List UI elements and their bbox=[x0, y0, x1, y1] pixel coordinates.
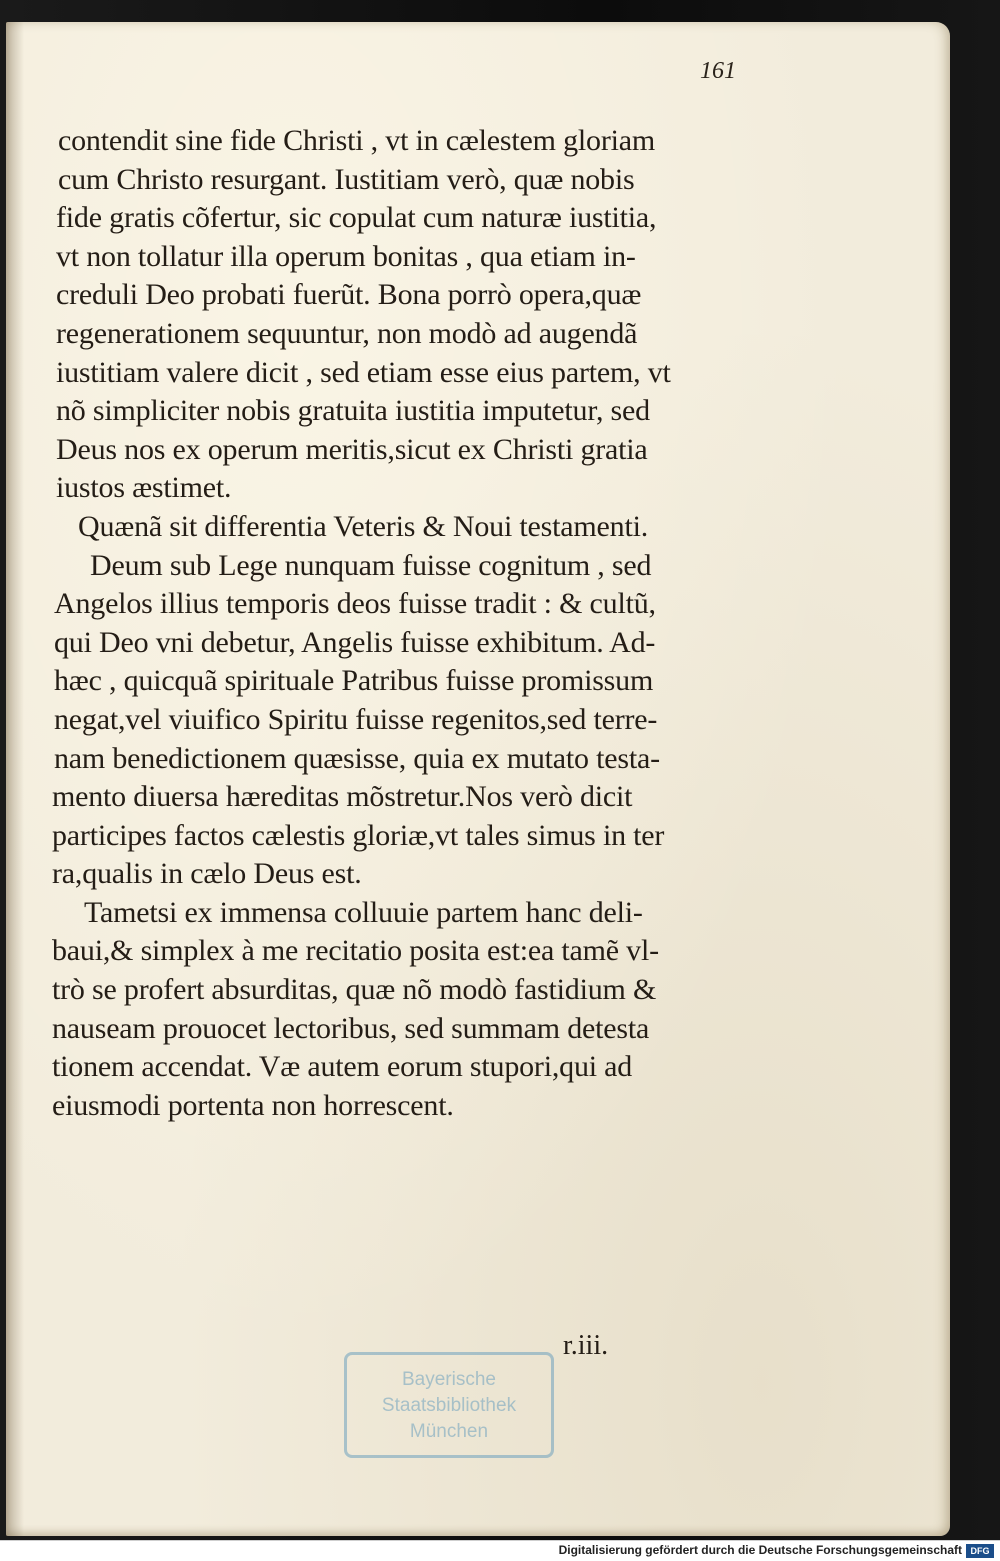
footer-credit: Digitalisierung gefördert durch die Deutsche Forschungsgemeinschaft bbox=[558, 1543, 962, 1557]
text-line: mento diuersa hæreditas mõstretur.Nos verò dicit bbox=[52, 780, 633, 814]
spine-shadow bbox=[6, 22, 24, 1536]
text-line: Tametsi ex immensa colluuie partem hanc deli- bbox=[84, 895, 643, 929]
text-line: qui Deo vni debetur, Angelis fuisse exhibitum. Ad- bbox=[54, 625, 656, 659]
text-line: ra,qualis in cælo Deus est. bbox=[52, 857, 362, 891]
page-body-text bbox=[52, 122, 722, 1125]
signature-mark: r.iii. bbox=[563, 1330, 609, 1361]
text-line: iustos æstimet. bbox=[56, 471, 232, 505]
text-line: Deum sub Lege nunquam fuisse cognitum , sed bbox=[90, 548, 652, 582]
stamp-line: Staatsbibliothek bbox=[381, 1395, 517, 1416]
text-line: fide gratis cõfertur, sic copulat cum naturæ iustitia, bbox=[56, 201, 657, 235]
text-line: regenerationem sequuntur, non modò ad augendã bbox=[56, 316, 638, 350]
text-line: trò se profert absurditas, quæ nõ modò fastidium & bbox=[52, 973, 657, 1007]
text-line: nauseam prouocet lectoribus, sed summam detesta bbox=[52, 1011, 650, 1045]
text-line: iustitiam valere dicit , sed etiam esse eius partem, vt bbox=[56, 355, 671, 389]
text-line: tionem accendat. Væ autem eorum stupori,qui ad bbox=[52, 1050, 633, 1084]
stamp-line: München bbox=[409, 1421, 489, 1442]
text-line: baui,& simplex à me recitatio posita est:ea tamẽ vl- bbox=[52, 934, 659, 968]
library-stamp bbox=[344, 1352, 554, 1458]
text-line: negat,vel viuifico Spiritu fuisse regenitos,sed terre- bbox=[54, 702, 658, 736]
text-line: participes factos cælestis gloriæ,vt tales simus in ter bbox=[52, 818, 665, 852]
text-line: creduli Deo probati fuerũt. Bona porrò opera,quæ bbox=[56, 278, 642, 312]
text-line: contendit sine fide Christi , vt in cælestem gloriam bbox=[58, 124, 655, 157]
text-line: hæc , quicquã spirituale Patribus fuisse promissum bbox=[54, 664, 654, 698]
section-heading: Quænã sit differentia Veteris & Noui testamenti. bbox=[78, 509, 649, 543]
text-line: nõ simpliciter nobis gratuita iustitia imputetur, sed bbox=[56, 394, 650, 428]
text-line: nam benedictionem quæsisse, quia ex mutato testa- bbox=[54, 741, 660, 775]
folio-number: 161 bbox=[700, 58, 736, 84]
dfg-logo-icon: DFG bbox=[966, 1544, 994, 1558]
footer-bar bbox=[0, 1540, 1000, 1561]
text-line: cum Christo resurgant. Iustitiam verò, quæ nobis bbox=[58, 162, 635, 196]
text-line: vt non tollatur illa operum bonitas , qua etiam in- bbox=[56, 239, 636, 273]
stamp-line: Bayerische bbox=[402, 1369, 496, 1390]
text-line: Deus nos ex operum meritis,sicut ex Christi gratia bbox=[56, 432, 648, 466]
text-line: Angelos illius temporis deos fuisse tradit : & cultũ, bbox=[54, 587, 656, 621]
text-line: eiusmodi portenta non horrescent. bbox=[52, 1088, 454, 1122]
